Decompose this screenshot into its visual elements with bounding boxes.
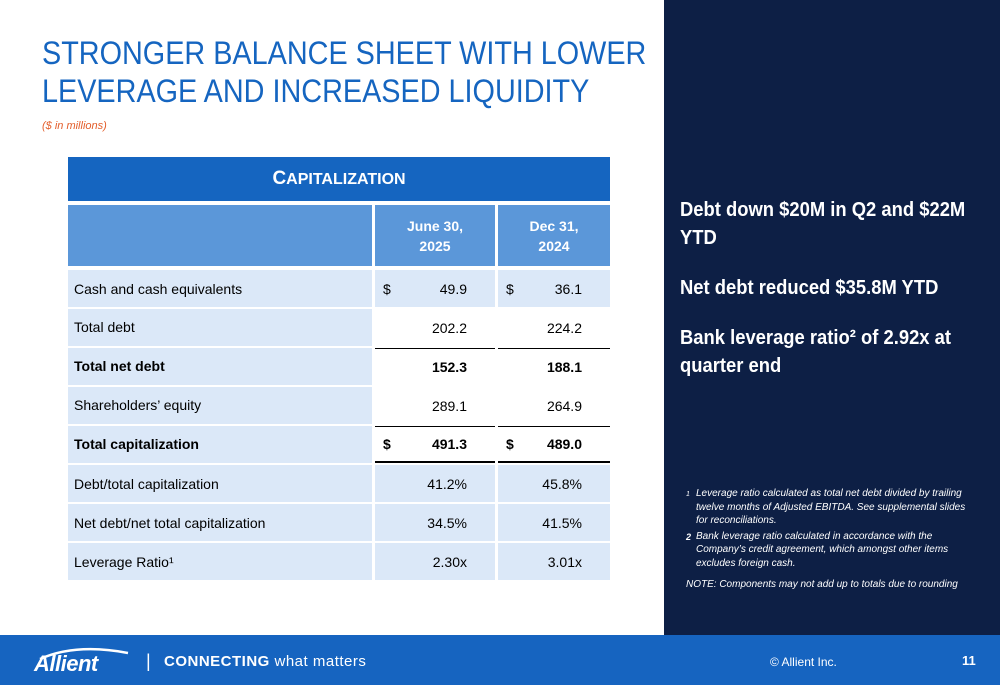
- value-cell: 3.01x: [498, 543, 610, 580]
- value-cell: $ 49.9: [375, 270, 495, 307]
- highlight-item: Net debt reduced $35.8M YTD: [680, 277, 939, 299]
- row-label: Shareholders’ equity: [68, 387, 372, 424]
- dollar-sign: $: [383, 280, 391, 297]
- footnote-mark: 2: [686, 531, 692, 542]
- value-cell: 45.8%: [498, 465, 610, 502]
- footer-separator: |: [146, 651, 151, 671]
- footnote-mark: 1: [686, 491, 690, 498]
- table-row: [68, 348, 610, 385]
- capitalization-table: [68, 157, 610, 582]
- value-cell: 41.5%: [498, 504, 610, 541]
- row-label: Debt/total capitalization: [68, 465, 372, 502]
- column-header-june-2025: June 30, 2025: [375, 205, 495, 266]
- value-cell: 264.9: [498, 387, 610, 424]
- value-cell: $ 489.0: [498, 426, 610, 463]
- row-label: Net debt/net total capitalization: [68, 504, 372, 541]
- value-cell: 188.1: [498, 348, 610, 385]
- table-column-header-row: [68, 205, 610, 266]
- highlight-item: Debt down $20M in Q2 and $22M YTD: [680, 199, 966, 249]
- row-label: Total capitalization: [68, 426, 372, 463]
- footnotes: [686, 487, 976, 590]
- table-row: [68, 543, 610, 580]
- value-cell: $ 36.1: [498, 270, 610, 307]
- table-row: [68, 309, 610, 346]
- footnote-text: Leverage ratio calculated as total net debt divided by trailing twelve months of Adjusted EBITDA. See supplemental slides for reconciliations.: [696, 488, 966, 526]
- value-cell: 152.3: [375, 348, 495, 385]
- table-row: [68, 270, 610, 307]
- value-cell: 202.2: [375, 309, 495, 346]
- value-cell: 34.5%: [375, 504, 495, 541]
- allient-logo: [34, 647, 134, 675]
- footer-bar: [0, 635, 1000, 685]
- page-number: 11: [962, 653, 976, 668]
- rounding-note: NOTE: Components may not add up to totals due to rounding: [686, 579, 958, 590]
- table-row: [68, 465, 610, 502]
- row-label: Leverage Ratio¹: [68, 543, 372, 580]
- value-cell: 2.30x: [375, 543, 495, 580]
- value-cell: 41.2%: [375, 465, 495, 502]
- slide-title: [42, 34, 647, 110]
- table-row: [68, 387, 610, 424]
- column-header-dec-2024: Dec 31, 2024: [498, 205, 610, 266]
- footnote: [686, 530, 976, 571]
- row-label: Total debt: [68, 309, 372, 346]
- logo-wordmark: Allient: [34, 651, 98, 676]
- row-label: Cash and cash equivalents: [68, 270, 372, 307]
- slide-title-line-2: LEVERAGE AND INCREASED LIQUIDITY: [42, 73, 590, 109]
- slide-title-line-1: STRONGER BALANCE SHEET WITH LOWER: [42, 35, 647, 71]
- dollar-sign: $: [383, 436, 391, 452]
- highlights-list: [680, 196, 980, 402]
- tagline: CONNECTING what matters: [164, 653, 367, 670]
- footnote: [686, 487, 976, 528]
- table-title: CAPITALIZATION: [68, 157, 610, 201]
- table-row: [68, 426, 610, 463]
- dollar-sign: $: [506, 436, 514, 452]
- dollar-sign: $: [506, 280, 514, 297]
- row-label: Total net debt: [68, 348, 372, 385]
- table-row: [68, 504, 610, 541]
- value-cell: 224.2: [498, 309, 610, 346]
- value-cell: 289.1: [375, 387, 495, 424]
- highlight-item: Bank leverage ratio² of 2.92x at quarter end: [680, 327, 952, 377]
- header-blank-cell: [68, 205, 372, 266]
- units-note: ($ in millions): [42, 120, 107, 132]
- value-cell: $ 491.3: [375, 426, 495, 463]
- footnote-text: Bank leverage ratio calculated in accordance with the Company’s credit agreement, which amongst other items excludes foreign cash.: [696, 530, 949, 569]
- copyright: © Allient Inc.: [770, 655, 837, 669]
